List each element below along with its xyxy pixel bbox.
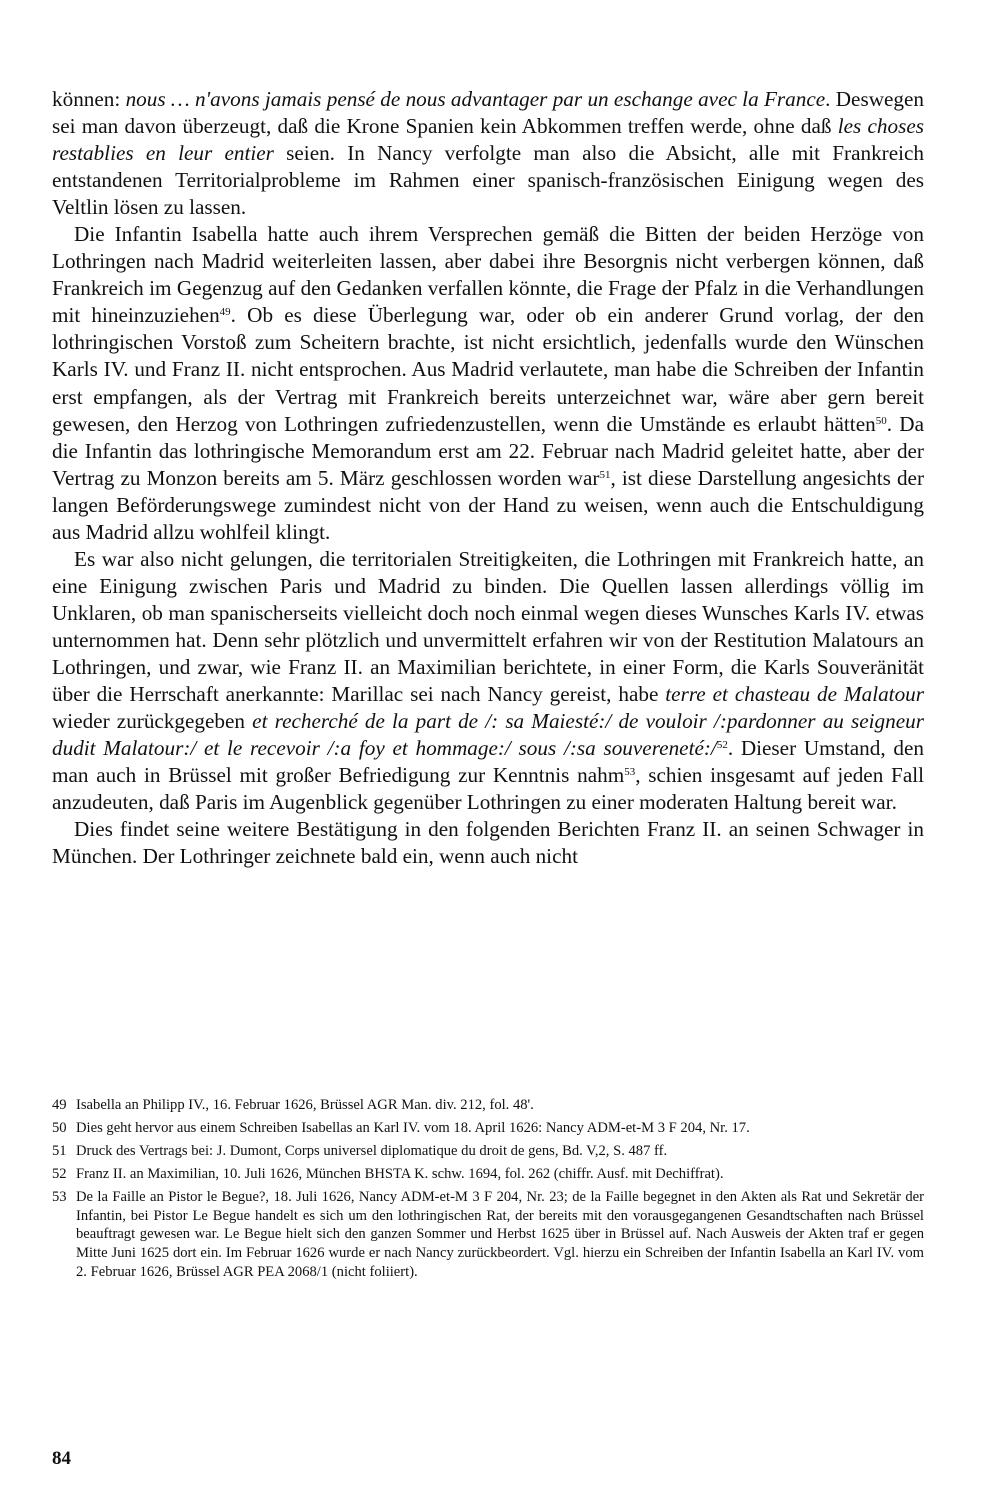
italic-quotation: terre et chasteau de Malatour bbox=[665, 682, 925, 707]
footnote-number: 53 bbox=[52, 1188, 67, 1205]
footnotes bbox=[52, 1096, 924, 1286]
footnote-reference: 51 bbox=[599, 468, 611, 481]
italic-quotation: et recherché de la part de /: sa Maiesté:/ de vouloir /:pardonner au seigneur dudit Malatour:/ et le recevoir /:a foy et hommage:/ sous /:sa souvereneté:/ bbox=[52, 709, 924, 761]
paragraph bbox=[52, 546, 924, 816]
footnote bbox=[52, 1119, 924, 1138]
footnote-reference: 49 bbox=[219, 306, 231, 319]
footnote-number: 51 bbox=[52, 1142, 67, 1159]
footnote-text: Druck des Vertrags bei: J. Dumont, Corps universel diplomatique du droit de gens, Bd. V,2, S. 487 ff. bbox=[76, 1142, 668, 1159]
footnote-text: De la Faille an Pistor le Begue?, 18. Juli 1626, Nancy ADM-et-M 3 F 204, Nr. 23; de la Faille begegnet in den Akten als Rat und Sekretär der Infantin, bei Pistor Le Begue handelt es sich um den lothringischen Rat, der bereits mit den vorausgegangenen Gesandtschaften nach Brüssel beauftragt gewesen war. Le Begue hielt sich den ganzen Sommer und Herbst 1625 über in Brüssel auf. Nach Ausweis der Akten traf er gegen Mitte Juni 1625 dort ein. Im Februar 1626 wurde er nach Nancy zurückbeordert. Vgl. hierzu ein Schreiben der Infantin Isabella an Karl IV. vom 2. Februar 1626, Brüssel AGR PEA 2068/1 (nicht foliiert). bbox=[76, 1188, 924, 1281]
footnote bbox=[52, 1165, 924, 1184]
paragraph bbox=[52, 816, 924, 870]
footnote-reference: 50 bbox=[875, 414, 887, 427]
footnote-text: Franz II. an Maximilian, 10. Juli 1626, München BHSTA K. schw. 1694, fol. 262 (chiffr. Ausf. mit Dechiffrat). bbox=[76, 1165, 724, 1182]
text-run: Dies findet seine weitere Bestätigung in den folgenden Berichten Franz II. an seinen Schwager in München. Der Lothringer zeichnete bald ein, wenn auch nicht bbox=[52, 817, 924, 869]
text-run: . Dieser Umstand, den man auch in Brüssel mit großer Befriedigung zur Kenntnis nahm bbox=[52, 736, 924, 788]
footnote bbox=[52, 1096, 924, 1115]
text-run: , ist diese Darstellung angesichts der langen Beförderungswege zumindest nicht von der Hand zu weisen, wenn auch die Entschuldigung aus Madrid allzu wohlfeil klingt. bbox=[52, 465, 925, 544]
footnote bbox=[52, 1142, 924, 1161]
italic-quotation: nous … n'avons jamais pensé de nous advantager par un eschange avec la France bbox=[125, 87, 826, 111]
footnote-text: Isabella an Philipp IV., 16. Februar 1626, Brüssel AGR Man. div. 212, fol. 48'. bbox=[76, 1097, 534, 1113]
paragraph bbox=[52, 221, 924, 546]
paragraph bbox=[52, 86, 924, 221]
text-run: Die Infantin Isabella hatte auch ihrem Versprechen gemäß die Bitten der beiden Herzöge von Lothringen nach Madrid weiterleiten lassen, aber dabei ihre Besorgnis nicht verbergen können, daß Frankreich im Gegenzug auf den Gedanken verfallen könnte, die Frage der Pfalz in die Verhandlungen mit hineinzuziehen bbox=[52, 222, 924, 328]
footnote bbox=[52, 1188, 924, 1283]
footnote-number: 50 bbox=[52, 1119, 67, 1136]
footnote-reference: 52 bbox=[716, 739, 728, 752]
footnote-reference: 53 bbox=[624, 766, 636, 779]
text-run: . Ob es diese Überlegung war, oder ob ein anderer Grund vorlag, der den lothringischen Vorstoß zum Scheitern brachte, ist nicht ersichtlich, jedenfalls wurde den Wünschen Karls IV. und Franz II. nicht entsprochen. Aus Madrid verlautete, man habe die Schreiben der Infantin erst empfangen, als der Vertrag mit Frankreich bereits unterzeichnet war, wäre aber gern bereit gewesen, den Herzog von Lothringen zufriedenzustellen, wenn die Umstände es erlaubt hätten bbox=[52, 303, 924, 436]
page-number: 84 bbox=[52, 1448, 71, 1469]
footnote-text: Dies geht hervor aus einem Schreiben Isabellas an Karl IV. vom 18. April 1626: Nancy ADM-et-M 3 F 204, Nr. 17. bbox=[76, 1119, 750, 1136]
text-run: . Da die Infantin das lothringische Memorandum erst am 22. Februar nach Madrid geleitet hatte, aber der Vertrag zu Monzon bereits am 5. März geschlossen worden war bbox=[52, 411, 924, 490]
text-run: . Deswegen sei man davon überzeugt, daß die Krone Spanien kein Abkommen treffen werde, ohne daß bbox=[52, 87, 925, 139]
main-text bbox=[52, 86, 924, 870]
text-run: können: bbox=[52, 87, 126, 111]
footnote-number: 52 bbox=[52, 1165, 67, 1182]
text-run: , schien insgesamt auf jeden Fall anzudeuten, daß Paris im Augenblick gegenüber Lothringen zu einer moderaten Haltung bereit war. bbox=[52, 763, 924, 815]
footnote-number: 49 bbox=[52, 1097, 67, 1113]
italic-quotation: les choses restablies en leur entier bbox=[52, 114, 924, 166]
text-run: Es war also nicht gelungen, die territorialen Streitigkeiten, die Lothringen mit Frankreich hatte, an eine Einigung zwischen Paris und Madrid zu binden. Die Quellen lassen allerdings völlig im Unklaren, ob man spanischerseits vielleicht doch noch einmal wegen dieses Wunsches Karls IV. etwas unternommen hat. Denn sehr plötzlich und unvermittelt erfahren wir von der Restitution Malatours an Lothringen, und zwar, wie Franz II. an Maximilian berichtete, in einer Form, die Karls Souveränität über die Herrschaft anerkannte: Marillac sei nach Nancy gereist, habe bbox=[52, 546, 924, 707]
text-run: wieder zurückgegeben bbox=[52, 709, 253, 734]
text-run: seien. In Nancy verfolgte man also die Absicht, alle mit Frankreich entstandenen Territorialprobleme im Rahmen einer spanisch-französischen Einigung wegen des Veltlin lösen zu lassen. bbox=[52, 141, 925, 220]
